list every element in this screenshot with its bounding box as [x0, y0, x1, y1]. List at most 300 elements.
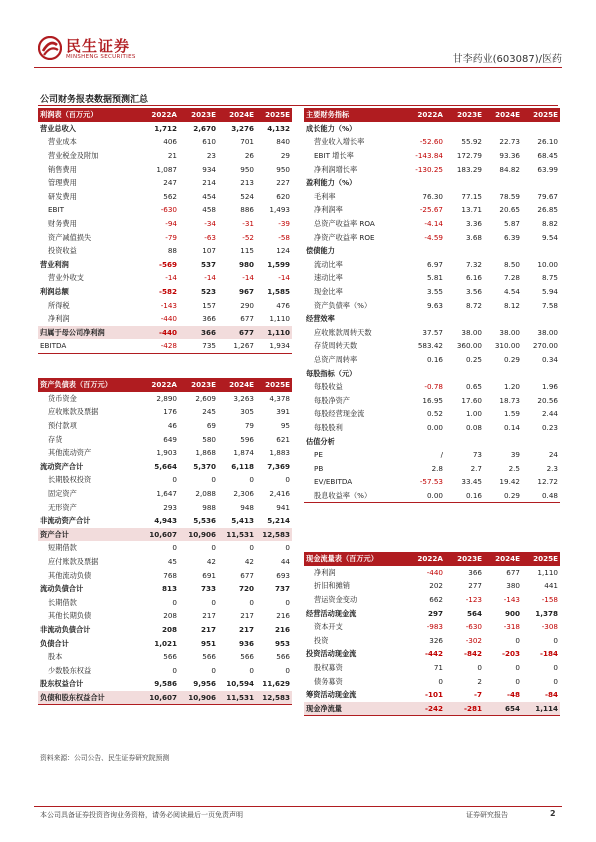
table-row	[304, 661, 560, 675]
table-cell	[406, 312, 445, 326]
table-cell: 566	[276, 652, 290, 662]
table-row	[38, 392, 292, 406]
table-cell: 11,531	[218, 528, 256, 542]
table-cell: -630	[465, 622, 482, 632]
row-label: 负债合计	[40, 638, 69, 648]
table-row	[38, 473, 292, 487]
row-label: 股东权益合计	[40, 679, 84, 689]
row-label: 归属于母公司净利润	[38, 326, 139, 340]
table-cell: -14	[204, 273, 216, 283]
table-row	[304, 353, 560, 367]
table-row	[38, 298, 292, 312]
row-label: 资产减值损失	[48, 232, 92, 242]
table-cell: -14	[278, 273, 290, 283]
row-label: 股权募资	[314, 663, 343, 673]
table-cell: 1,712	[154, 123, 177, 133]
row-label: 研发费用	[48, 191, 77, 201]
table-cell: 1,114	[522, 702, 560, 716]
row-label: 所得税	[48, 300, 70, 310]
table-row	[38, 636, 292, 650]
table-cell: 6.97	[426, 259, 443, 269]
table-cell: 366	[202, 314, 216, 324]
table-cell: 5.87	[503, 219, 520, 229]
table-row	[38, 190, 292, 204]
table-cell: 366	[179, 326, 218, 340]
table-cell: -14	[165, 273, 177, 283]
table-cell: 216	[276, 611, 290, 621]
row-label: 总资产周转率	[314, 354, 358, 364]
table-cell: -242	[406, 702, 445, 716]
table-cell: 0.65	[465, 382, 482, 392]
table-cell: 79.67	[537, 191, 558, 201]
table-cell: -4.59	[424, 232, 443, 242]
table-cell: 3.36	[465, 219, 482, 229]
table-cell	[445, 244, 484, 258]
table-cell: 1,585	[267, 287, 290, 297]
table-cell: 701	[240, 137, 254, 147]
table-row	[38, 135, 292, 149]
table-cell: 813	[161, 584, 177, 594]
table-cell: 10,906	[179, 528, 218, 542]
source-note: 资料来源：公司公告、民生证券研究院预测	[40, 754, 170, 762]
table-cell: -842	[464, 649, 482, 659]
table-cell: 20.56	[537, 395, 558, 405]
table-row	[304, 217, 560, 231]
table-cell: /	[440, 450, 443, 460]
table-cell: 26.85	[537, 205, 558, 215]
table-cell: -94	[165, 219, 177, 229]
table-cell: 950	[276, 164, 290, 174]
table-cell: 297	[427, 608, 443, 618]
table-row	[38, 623, 292, 637]
row-label: 短期借款	[48, 543, 77, 553]
row-label: 流动比率	[314, 259, 343, 269]
row-label: 无形资产	[48, 502, 77, 512]
table-cell	[406, 434, 445, 448]
row-label: 每股收益	[314, 382, 343, 392]
logo-text-cn: 民生证券	[66, 37, 131, 55]
table-row	[304, 271, 560, 285]
table-cell: 202	[429, 581, 443, 591]
table-cell: -630	[160, 205, 177, 215]
row-label: 净利润	[314, 567, 336, 577]
table-cell: 42	[206, 557, 216, 567]
row-label: 应付账款及票据	[48, 557, 99, 567]
table-cell: 0.08	[465, 422, 482, 432]
table-cell: 406	[163, 137, 177, 147]
row-label: EV/EBITDA	[314, 477, 353, 487]
table-cell: 476	[276, 300, 290, 310]
table-cell: 0.25	[465, 354, 482, 364]
table-cell: 720	[238, 584, 254, 594]
table-cell: 8.72	[465, 300, 482, 310]
table-cell: 11,629	[262, 679, 290, 689]
table-cell: 26.10	[537, 137, 558, 147]
table-cell: 68.45	[537, 151, 558, 161]
table-cell: 77.15	[461, 191, 482, 201]
table-cell: -143	[503, 595, 520, 605]
row-label: 财务费用	[48, 219, 77, 229]
table-cell: 71	[433, 663, 443, 673]
column-header: 2025E	[522, 552, 560, 566]
table-cell: 980	[238, 259, 254, 269]
table-cell: 1.00	[465, 409, 482, 419]
row-label: 营业总收入	[40, 123, 76, 133]
table-cell: 0.16	[426, 354, 443, 364]
table-cell: 214	[202, 178, 216, 188]
column-header: 2023E	[445, 108, 484, 122]
table-row	[38, 339, 292, 353]
row-label: 净资产收益率 ROE	[314, 232, 375, 242]
table-cell: 1,378	[535, 608, 558, 618]
table-cell: 967	[238, 287, 254, 297]
table-row	[38, 149, 292, 163]
column-header: 2023E	[179, 108, 218, 122]
table-cell: 29	[280, 151, 290, 161]
column-header: 2024E	[218, 378, 256, 392]
header-divider	[34, 67, 562, 68]
table-cell: 677	[240, 314, 254, 324]
table-cell: 8.50	[503, 259, 520, 269]
row-label: 估值分析	[306, 436, 335, 446]
table-cell: 0.29	[484, 489, 522, 503]
table-title: 现金流量表（百万元）	[304, 552, 406, 566]
table-title: 利润表（百万元）	[38, 108, 139, 122]
table-cell: 10,607	[139, 691, 179, 705]
table-cell: 0	[249, 475, 254, 485]
table-cell: 886	[240, 205, 254, 215]
table-cell: 0.23	[541, 422, 558, 432]
table-cell	[484, 366, 522, 380]
table-cell: -57.53	[419, 477, 443, 487]
table-cell: 0	[477, 663, 482, 673]
table-cell: 2,890	[156, 393, 177, 403]
table-cell: -31	[242, 219, 254, 229]
table-row	[304, 620, 560, 634]
row-label: 毛利率	[314, 191, 336, 201]
table-cell: 0	[211, 665, 216, 675]
table-cell: 21	[167, 151, 177, 161]
table-cell: 7.28	[503, 273, 520, 283]
table-cell: 0	[285, 475, 290, 485]
table-row	[38, 258, 292, 272]
table-cell: 2,416	[269, 489, 290, 499]
row-label: 利润总额	[40, 287, 69, 297]
table-cell: 735	[179, 339, 218, 353]
table-cell	[522, 122, 560, 136]
table-cell: 1,883	[269, 448, 290, 458]
table-row	[304, 606, 560, 620]
table-cell: 1,267	[218, 339, 256, 353]
table-cell: -0.78	[424, 382, 443, 392]
table-cell: 183.29	[456, 164, 482, 174]
table-cell: 24	[548, 450, 558, 460]
row-label: 每股指标（元）	[306, 368, 357, 378]
row-label: 存货	[48, 434, 63, 444]
table-cell: 693	[276, 570, 290, 580]
row-label: 营业税金及附加	[48, 151, 99, 161]
table-cell: 0.52	[426, 409, 443, 419]
table-cell: 44	[280, 557, 290, 567]
table-cell: 5,413	[231, 516, 254, 526]
table-cell: -143.84	[415, 151, 443, 161]
table-row	[304, 162, 560, 176]
column-header: 2024E	[218, 108, 256, 122]
row-label: PB	[314, 463, 324, 473]
row-label: 投资活动现金流	[306, 649, 357, 659]
table-cell: 566	[240, 652, 254, 662]
table-row	[38, 514, 292, 528]
table-cell: -203	[502, 649, 520, 659]
table-cell	[484, 176, 522, 190]
table-cell: 4,378	[269, 393, 290, 403]
table-cell: 988	[202, 502, 216, 512]
row-label: 营业收入增长率	[314, 137, 365, 147]
row-label: 每股股利	[314, 422, 343, 432]
table-cell: 270.00	[532, 341, 558, 351]
table-cell: 1,087	[156, 164, 177, 174]
table-row	[38, 230, 292, 244]
table-cell: 2.3	[546, 463, 558, 473]
table-row	[38, 487, 292, 501]
row-label: 非流动负债合计	[40, 624, 91, 634]
table-cell	[445, 176, 484, 190]
table-cell: 93.36	[499, 151, 520, 161]
column-header: 2024E	[484, 552, 522, 566]
table-cell: 6.16	[465, 273, 482, 283]
table-row	[304, 593, 560, 607]
balance-sheet-table	[38, 378, 292, 705]
table-cell: 2.5	[508, 463, 520, 473]
table-cell: 8.82	[541, 219, 558, 229]
table-cell: 733	[200, 584, 216, 594]
table-cell: 0.00	[406, 489, 445, 503]
row-label: 营业利润	[40, 259, 69, 269]
row-label: PE	[314, 450, 323, 460]
table-cell: 524	[240, 191, 254, 201]
row-label: 长期股权投资	[48, 475, 92, 485]
table-row	[38, 500, 292, 514]
table-cell: 649	[163, 434, 177, 444]
table-cell: 13.71	[461, 205, 482, 215]
table-cell: 4,132	[267, 123, 290, 133]
table-cell: 0	[211, 543, 216, 553]
table-cell: -25.67	[419, 205, 443, 215]
table-cell: -63	[204, 232, 216, 242]
table-cell: 366	[468, 567, 482, 577]
column-header: 2022A	[406, 552, 445, 566]
table-header-row	[38, 378, 292, 392]
table-cell	[522, 244, 560, 258]
table-cell: -39	[278, 219, 290, 229]
table-cell: 1,868	[195, 448, 216, 458]
table-cell: 12.72	[537, 477, 558, 487]
table-row	[38, 582, 292, 596]
table-row	[304, 326, 560, 340]
column-header: 2023E	[179, 378, 218, 392]
row-label: 其他流动资产	[48, 448, 92, 458]
row-label: 投资	[314, 635, 329, 645]
table-cell: 1,874	[233, 448, 254, 458]
table-row	[38, 663, 292, 677]
table-cell: 326	[429, 635, 443, 645]
row-label: EBITDA	[38, 339, 139, 353]
row-label: 流动资产合计	[40, 461, 84, 471]
table-cell: -983	[426, 622, 443, 632]
table-cell: 0	[285, 543, 290, 553]
table-row	[38, 122, 292, 136]
table-cell: 596	[240, 434, 254, 444]
table-cell: 10,594	[226, 679, 254, 689]
table-row	[304, 135, 560, 149]
table-row	[304, 634, 560, 648]
column-header: 2023E	[445, 552, 484, 566]
table-cell: 95	[280, 421, 290, 431]
row-label: 营运资金变动	[314, 595, 358, 605]
table-row	[38, 312, 292, 326]
table-cell: 950	[240, 164, 254, 174]
table-cell: 1,493	[269, 205, 290, 215]
table-cell: 2.8	[431, 463, 443, 473]
table-cell: 9.63	[426, 300, 443, 310]
table-cell: 1,599	[267, 259, 290, 269]
table-cell: 620	[276, 191, 290, 201]
table-cell: 23	[206, 151, 216, 161]
table-cell: 0	[211, 475, 216, 485]
table-cell: 5,664	[154, 461, 177, 471]
table-cell: 39	[510, 450, 520, 460]
row-label: 每股净资产	[314, 395, 350, 405]
table-cell: 0	[172, 543, 177, 553]
table-cell: 12,583	[256, 691, 292, 705]
table-cell: 63.99	[537, 164, 558, 174]
table-cell: 1,903	[156, 448, 177, 458]
table-row	[304, 122, 560, 136]
table-cell: 380	[506, 581, 520, 591]
table-cell: 5,370	[193, 461, 216, 471]
table-cell: 580	[202, 434, 216, 444]
table-row	[38, 691, 292, 705]
table-cell: 1,110	[537, 567, 558, 577]
table-cell: -130.25	[415, 164, 443, 174]
row-label: 投资收益	[48, 246, 77, 256]
table-cell: 1.20	[503, 382, 520, 392]
table-cell: -123	[465, 595, 482, 605]
table-cell: 38.00	[461, 327, 482, 337]
row-label: 股本	[48, 652, 63, 662]
table-cell: 0	[553, 676, 558, 686]
table-cell: 0	[285, 665, 290, 675]
income-statement-table	[38, 108, 292, 354]
table-cell: 2,670	[193, 123, 216, 133]
row-label: 存货周转天数	[314, 341, 358, 351]
table-cell: 277	[468, 581, 482, 591]
table-cell: 0	[553, 663, 558, 673]
table-cell: 69	[206, 421, 216, 431]
table-cell: -58	[278, 232, 290, 242]
table-cell: 0.29	[503, 354, 520, 364]
table-row	[304, 176, 560, 190]
table-row	[38, 650, 292, 664]
table-row	[304, 339, 560, 353]
table-header-row	[304, 108, 560, 122]
table-cell: 564	[466, 608, 482, 618]
table-row	[38, 203, 292, 217]
row-label: 净利润	[48, 314, 70, 324]
row-label: 销售费用	[48, 164, 77, 174]
table-cell: 0	[249, 665, 254, 675]
table-cell: 4.54	[503, 287, 520, 297]
table-cell: 208	[163, 611, 177, 621]
table-row	[304, 421, 560, 435]
row-label: 偿债能力	[306, 246, 335, 256]
table-row	[304, 647, 560, 661]
disclaimer-text: 本公司具备证券投资咨询业务资格，请务必阅读最后一页免责声明	[40, 811, 243, 819]
table-cell: 157	[202, 300, 216, 310]
table-row	[38, 405, 292, 419]
table-cell: 76.30	[422, 191, 443, 201]
table-row	[304, 312, 560, 326]
row-label: 其他流动负债	[48, 570, 92, 580]
table-row	[304, 366, 560, 380]
table-cell: 2	[477, 676, 482, 686]
row-label: 管理费用	[48, 178, 77, 188]
table-cell	[484, 122, 522, 136]
table-cell: 360.00	[456, 341, 482, 351]
cash-flow-table	[304, 552, 560, 716]
table-cell	[522, 434, 560, 448]
table-row	[38, 162, 292, 176]
brand-logo	[38, 34, 158, 64]
table-cell: 42	[244, 557, 254, 567]
table-cell: 22.73	[499, 137, 520, 147]
table-cell: 20.65	[499, 205, 520, 215]
table-cell: 5,536	[193, 516, 216, 526]
table-cell: 3.56	[465, 287, 482, 297]
column-header: 2025E	[522, 108, 560, 122]
logo-text-en: MINSHENG SECURITIES	[66, 54, 136, 60]
row-label: 现金比率	[314, 287, 343, 297]
table-header-row	[304, 552, 560, 566]
table-cell: 55.92	[461, 137, 482, 147]
table-cell: 768	[163, 570, 177, 580]
table-cell: 4,943	[154, 516, 177, 526]
footer-divider	[34, 806, 562, 807]
table-row	[38, 432, 292, 446]
table-row	[304, 203, 560, 217]
table-row	[304, 190, 560, 204]
table-cell: 2,609	[195, 393, 216, 403]
table-row	[304, 475, 560, 489]
table-cell: -184	[540, 649, 558, 659]
table-cell: 79	[244, 421, 254, 431]
table-cell	[406, 244, 445, 258]
table-row	[38, 528, 292, 542]
table-cell: 78.59	[499, 191, 520, 201]
table-cell: 5.94	[541, 287, 558, 297]
table-title: 主要财务指标	[304, 108, 406, 122]
table-cell: 0	[172, 475, 177, 485]
table-cell: 936	[238, 638, 254, 648]
row-label: 资产负债率（%）	[314, 300, 372, 310]
table-cell: 391	[276, 407, 290, 417]
table-row	[38, 446, 292, 460]
table-cell: 1,021	[154, 638, 177, 648]
table-row	[304, 285, 560, 299]
table-cell: 172.79	[456, 151, 482, 161]
table-cell: 16.95	[422, 395, 443, 405]
table-row	[304, 702, 560, 716]
